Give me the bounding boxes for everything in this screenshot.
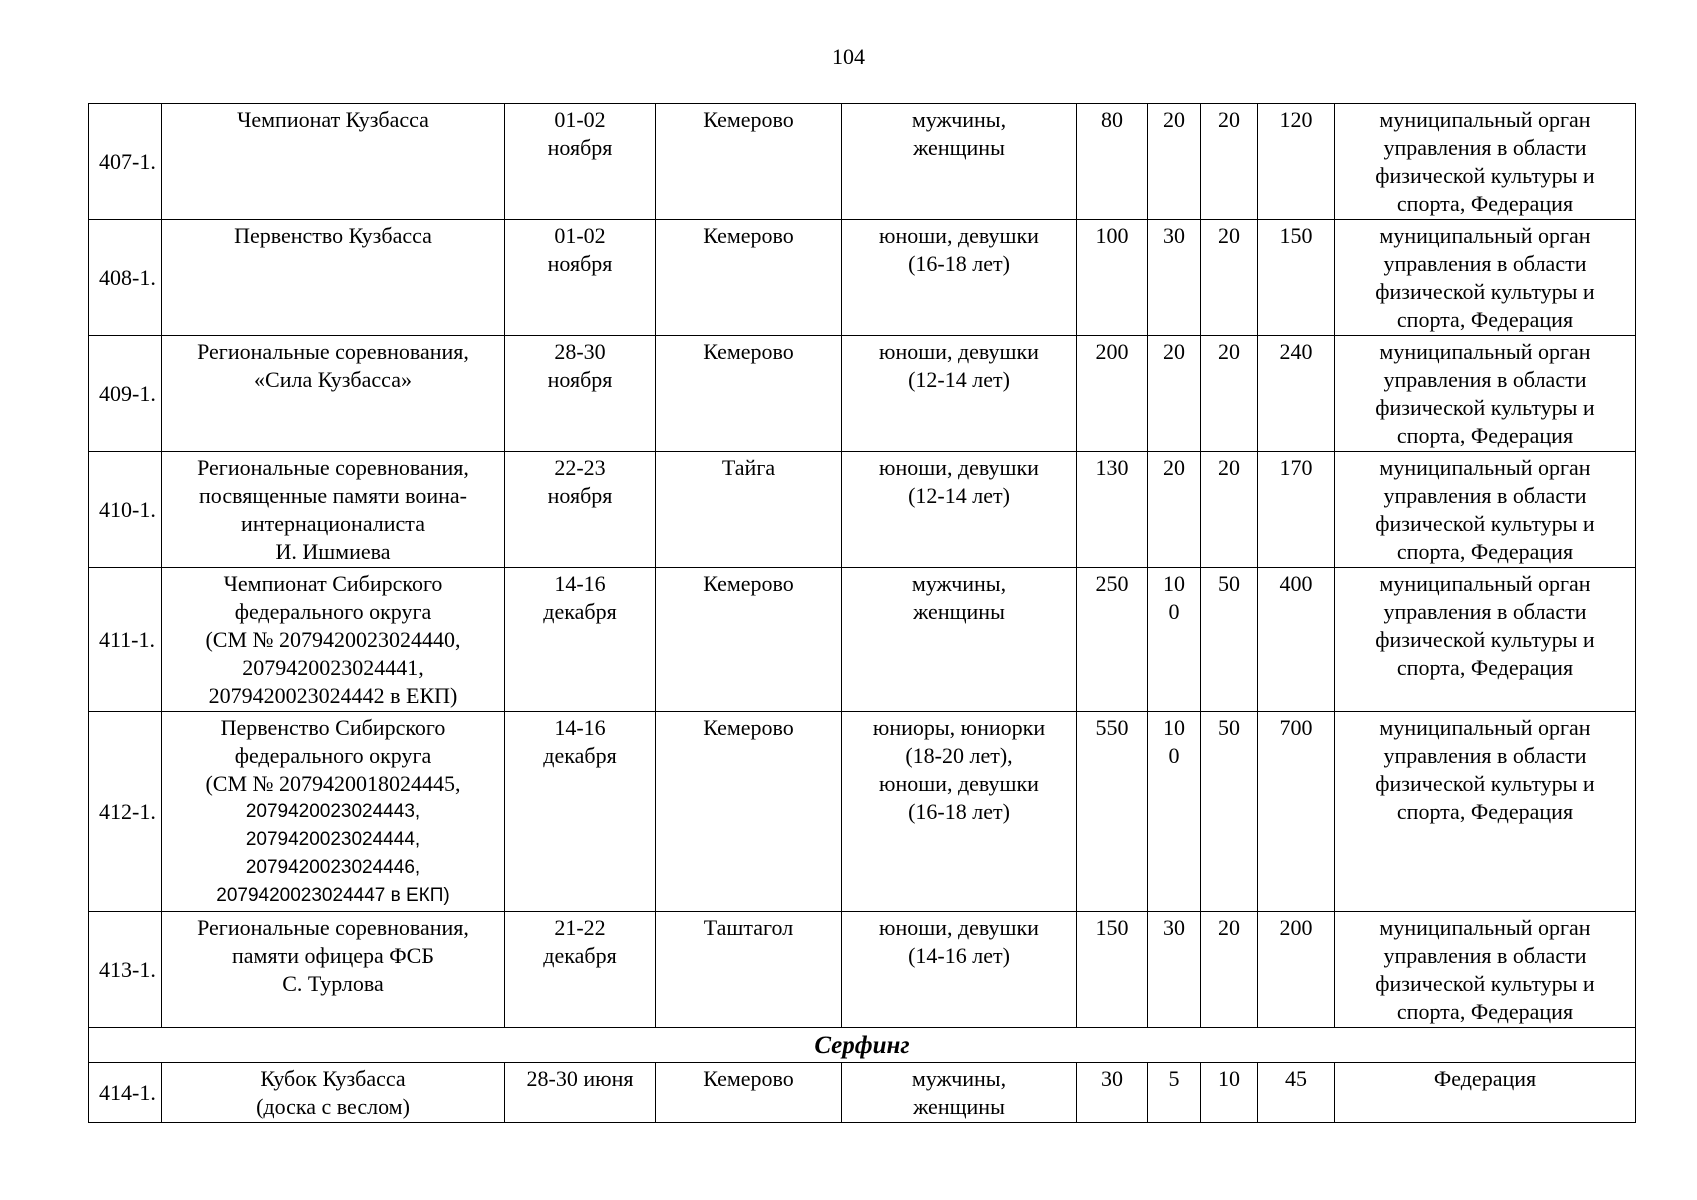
count-col-3 xyxy=(1201,336,1258,452)
event-dates-line: ноября xyxy=(547,251,613,276)
event-organizer-line: спорта, Федерация xyxy=(1396,655,1574,680)
count-col-2-line: 20 xyxy=(1163,455,1185,480)
event-name-line: Региональные соревнования, xyxy=(197,339,469,364)
count-col-2 xyxy=(1148,452,1201,568)
count-col-2-line: 20 xyxy=(1163,339,1185,364)
count-col-1-line: 250 xyxy=(1095,571,1129,596)
event-organizer-line: спорта, Федерация xyxy=(1396,539,1574,564)
event-participants xyxy=(842,220,1077,336)
event-dates xyxy=(505,912,656,1028)
event-organizer-line: муниципальный орган xyxy=(1379,339,1591,364)
event-participants-line: (12-14 лет) xyxy=(908,483,1010,508)
event-place: Кемерово xyxy=(656,104,842,220)
event-dates xyxy=(505,220,656,336)
section-title: Серфинг xyxy=(89,1028,1636,1063)
event-organizer-line: муниципальный орган xyxy=(1379,107,1591,132)
event-participants-line: юноши, девушки xyxy=(879,339,1039,364)
event-name xyxy=(162,1063,505,1123)
count-col-1 xyxy=(1077,1063,1148,1123)
event-participants-line: юноши, девушки xyxy=(879,223,1039,248)
events-table xyxy=(88,103,1636,1123)
event-organizer xyxy=(1335,712,1636,912)
event-participants-line: (14-16 лет) xyxy=(908,943,1010,968)
event-name-line: С. Турлова xyxy=(282,971,384,996)
event-organizer xyxy=(1335,104,1636,220)
event-name-line: И. Ишмиева xyxy=(275,539,391,564)
event-name xyxy=(162,336,505,452)
event-dates xyxy=(505,568,656,712)
event-organizer xyxy=(1335,912,1636,1028)
event-place: Кемерово xyxy=(656,712,842,912)
event-number: 413-1. xyxy=(89,912,162,1028)
event-organizer xyxy=(1335,1063,1636,1123)
count-col-1 xyxy=(1077,452,1148,568)
event-organizer-line: физической культуры и xyxy=(1375,395,1595,420)
event-name xyxy=(162,104,505,220)
count-col-2 xyxy=(1148,220,1201,336)
event-number: 408-1. xyxy=(89,220,162,336)
event-organizer xyxy=(1335,452,1636,568)
count-col-2-line: 30 xyxy=(1163,223,1185,248)
event-dates xyxy=(505,104,656,220)
event-participants xyxy=(842,568,1077,712)
event-participants-line: юниоры, юниорки xyxy=(872,715,1046,740)
event-dates xyxy=(505,452,656,568)
event-organizer-line: управления в области xyxy=(1383,367,1587,392)
count-total: 150 xyxy=(1258,220,1335,336)
count-col-1-line: 30 xyxy=(1101,1066,1123,1091)
count-col-1-line: 550 xyxy=(1095,715,1129,740)
count-total: 170 xyxy=(1258,452,1335,568)
event-organizer-line: физической культуры и xyxy=(1375,771,1595,796)
count-col-3 xyxy=(1201,712,1258,912)
count-col-2 xyxy=(1148,912,1201,1028)
count-col-2-line: 20 xyxy=(1163,107,1185,132)
event-organizer-line: физической культуры и xyxy=(1375,279,1595,304)
event-place: Кемерово xyxy=(656,220,842,336)
event-organizer xyxy=(1335,568,1636,712)
event-name-line: памяти офицера ФСБ xyxy=(232,943,434,968)
event-participants-line: (16-18 лет) xyxy=(908,251,1010,276)
event-number: 412-1. xyxy=(89,712,162,912)
event-dates-line: 22-23 xyxy=(554,455,606,480)
event-dates-line: 01-02 xyxy=(554,223,606,248)
count-col-1 xyxy=(1077,336,1148,452)
event-participants-line: мужчины, xyxy=(911,1066,1007,1091)
event-dates-line: 14-16 xyxy=(554,571,606,596)
count-col-2-line: 30 xyxy=(1163,915,1185,940)
event-organizer-line: физической культуры и xyxy=(1375,971,1595,996)
count-col-3-line: 20 xyxy=(1218,339,1240,364)
event-name xyxy=(162,220,505,336)
event-dates-line: 21-22 xyxy=(554,915,606,940)
count-col-1-line: 200 xyxy=(1095,339,1129,364)
count-col-3 xyxy=(1201,568,1258,712)
count-total: 45 xyxy=(1258,1063,1335,1123)
count-col-2 xyxy=(1148,568,1201,712)
count-col-3 xyxy=(1201,104,1258,220)
event-name-line: Региональные соревнования, xyxy=(197,915,469,940)
count-col-2 xyxy=(1148,336,1201,452)
count-col-2-line: 10 xyxy=(1163,715,1185,740)
count-col-3-line: 20 xyxy=(1218,223,1240,248)
event-name-line: федерального округа xyxy=(234,743,432,768)
count-col-3 xyxy=(1201,452,1258,568)
event-organizer-line: муниципальный орган xyxy=(1379,223,1591,248)
event-participants xyxy=(842,104,1077,220)
event-place: Кемерово xyxy=(656,568,842,712)
event-number: 407-1. xyxy=(89,104,162,220)
count-col-2-line: 5 xyxy=(1168,1066,1180,1091)
event-name-line: Региональные соревнования, xyxy=(197,455,469,480)
event-organizer-line: физической культуры и xyxy=(1375,627,1595,652)
event-dates-line: 28-30 xyxy=(554,339,606,364)
event-name-line: «Сила Кузбасса» xyxy=(254,367,412,392)
event-name-line: Чемпионат Сибирского xyxy=(223,571,443,596)
event-dates-line: декабря xyxy=(543,743,617,768)
event-organizer-line: управления в области xyxy=(1383,943,1587,968)
event-place: Тайга xyxy=(656,452,842,568)
event-organizer-line: управления в области xyxy=(1383,599,1587,624)
event-participants-line: женщины xyxy=(913,1094,1005,1119)
event-participants xyxy=(842,1063,1077,1123)
event-organizer-line: управления в области xyxy=(1383,251,1587,276)
event-name-line: федерального округа xyxy=(234,599,432,624)
event-dates xyxy=(505,1063,656,1123)
count-col-1 xyxy=(1077,912,1148,1028)
count-col-2 xyxy=(1148,104,1201,220)
event-name xyxy=(162,452,505,568)
count-col-3-line: 20 xyxy=(1218,107,1240,132)
table-row xyxy=(89,104,1636,220)
event-organizer-line: управления в области xyxy=(1383,743,1587,768)
event-organizer-line: муниципальный орган xyxy=(1379,455,1591,480)
event-participants xyxy=(842,336,1077,452)
event-participants-line: (16-18 лет) xyxy=(908,799,1010,824)
event-name-line: интернационалиста xyxy=(241,511,425,536)
event-place: Кемерово xyxy=(656,336,842,452)
count-col-1 xyxy=(1077,220,1148,336)
event-organizer-line: муниципальный орган xyxy=(1379,715,1591,740)
event-name xyxy=(162,712,505,912)
event-name-line: Кубок Кузбасса xyxy=(260,1066,406,1091)
event-name-line: 2079420023024447 в ЕКП) xyxy=(216,885,450,906)
event-participants-line: юноши, девушки xyxy=(879,455,1039,480)
count-total: 120 xyxy=(1258,104,1335,220)
event-name-line: 2079420023024441, xyxy=(242,655,424,680)
table-row xyxy=(89,568,1636,712)
table-row xyxy=(89,452,1636,568)
event-dates-line: ноября xyxy=(547,483,613,508)
event-participants-line: юноши, девушки xyxy=(879,771,1039,796)
event-organizer-line: физической культуры и xyxy=(1375,163,1595,188)
event-organizer-line: спорта, Федерация xyxy=(1396,307,1574,332)
count-col-1-line: 100 xyxy=(1095,223,1129,248)
count-total: 240 xyxy=(1258,336,1335,452)
event-organizer-line: управления в области xyxy=(1383,483,1587,508)
event-number: 409-1. xyxy=(89,336,162,452)
count-col-2-line: 10 xyxy=(1163,571,1185,596)
event-name-line: Первенство Сибирского xyxy=(220,715,446,740)
count-col-1 xyxy=(1077,712,1148,912)
page-number: 104 xyxy=(832,44,865,69)
table-row xyxy=(89,712,1636,912)
event-dates-line: ноября xyxy=(547,135,613,160)
event-organizer xyxy=(1335,336,1636,452)
count-col-2 xyxy=(1148,1063,1201,1123)
event-place: Кемерово xyxy=(656,1063,842,1123)
event-dates-line: 28-30 июня xyxy=(526,1066,634,1091)
event-organizer-line: спорта, Федерация xyxy=(1396,799,1574,824)
event-participants-line: женщины xyxy=(913,599,1005,624)
count-col-2-line: 0 xyxy=(1168,743,1180,768)
count-col-3-line: 20 xyxy=(1218,915,1240,940)
count-col-1-line: 80 xyxy=(1101,107,1123,132)
count-col-1-line: 130 xyxy=(1095,455,1129,480)
event-dates xyxy=(505,712,656,912)
event-number: 410-1. xyxy=(89,452,162,568)
table-body xyxy=(89,104,1636,1123)
event-participants-line: (18-20 лет), xyxy=(905,743,1013,768)
count-col-1 xyxy=(1077,104,1148,220)
event-organizer-line: физической культуры и xyxy=(1375,511,1595,536)
event-name-line: 2079420023024444, xyxy=(245,829,421,850)
count-col-3 xyxy=(1201,220,1258,336)
section-header-row xyxy=(89,1028,1636,1063)
event-organizer-line: спорта, Федерация xyxy=(1396,999,1574,1024)
event-organizer-line: спорта, Федерация xyxy=(1396,191,1574,216)
event-organizer-line: муниципальный орган xyxy=(1379,571,1591,596)
event-name-line: посвященные памяти воина- xyxy=(199,483,467,508)
event-dates-line: декабря xyxy=(543,599,617,624)
event-participants xyxy=(842,912,1077,1028)
count-col-3-line: 20 xyxy=(1218,455,1240,480)
table-row xyxy=(89,912,1636,1028)
table-row xyxy=(89,1063,1636,1123)
event-dates-line: ноября xyxy=(547,367,613,392)
event-participants-line: женщины xyxy=(913,135,1005,160)
event-dates xyxy=(505,336,656,452)
event-name-line: 2079420023024443, xyxy=(245,801,421,822)
event-participants xyxy=(842,452,1077,568)
count-total: 400 xyxy=(1258,568,1335,712)
table-row xyxy=(89,220,1636,336)
count-col-2-line: 0 xyxy=(1168,599,1180,624)
event-organizer xyxy=(1335,220,1636,336)
count-col-3 xyxy=(1201,912,1258,1028)
count-col-1 xyxy=(1077,568,1148,712)
event-organizer-line: Федерация xyxy=(1433,1066,1537,1091)
event-name-line: Чемпионат Кузбасса xyxy=(237,107,429,132)
count-total: 700 xyxy=(1258,712,1335,912)
event-participants-line: мужчины, xyxy=(911,571,1007,596)
event-organizer-line: спорта, Федерация xyxy=(1396,423,1574,448)
event-name-line: 2079420023024442 в ЕКП) xyxy=(208,683,458,708)
event-name-line: Первенство Кузбасса xyxy=(234,223,432,248)
count-col-3-line: 50 xyxy=(1218,571,1240,596)
event-name xyxy=(162,912,505,1028)
event-name-line: (СМ № 2079420023024440, xyxy=(205,627,461,652)
event-number: 414-1. xyxy=(89,1063,162,1123)
count-col-1-line: 150 xyxy=(1095,915,1129,940)
event-name-line: (доска с веслом) xyxy=(256,1094,410,1119)
event-name-line: (СМ № 2079420018024445, xyxy=(205,771,461,796)
event-participants-line: юноши, девушки xyxy=(879,915,1039,940)
event-organizer-line: управления в области xyxy=(1383,135,1587,160)
count-col-2 xyxy=(1148,712,1201,912)
event-place: Таштагол xyxy=(656,912,842,1028)
event-participants-line: мужчины, xyxy=(911,107,1007,132)
event-number: 411-1. xyxy=(89,568,162,712)
count-col-3-line: 50 xyxy=(1218,715,1240,740)
event-dates-line: 14-16 xyxy=(554,715,606,740)
table-row xyxy=(89,336,1636,452)
event-dates-line: 01-02 xyxy=(554,107,606,132)
event-organizer-line: муниципальный орган xyxy=(1379,915,1591,940)
count-total: 200 xyxy=(1258,912,1335,1028)
event-name xyxy=(162,568,505,712)
count-col-3-line: 10 xyxy=(1218,1066,1240,1091)
count-col-3 xyxy=(1201,1063,1258,1123)
event-participants xyxy=(842,712,1077,912)
event-name-line: 2079420023024446, xyxy=(245,857,421,878)
event-dates-line: декабря xyxy=(543,943,617,968)
event-participants-line: (12-14 лет) xyxy=(908,367,1010,392)
